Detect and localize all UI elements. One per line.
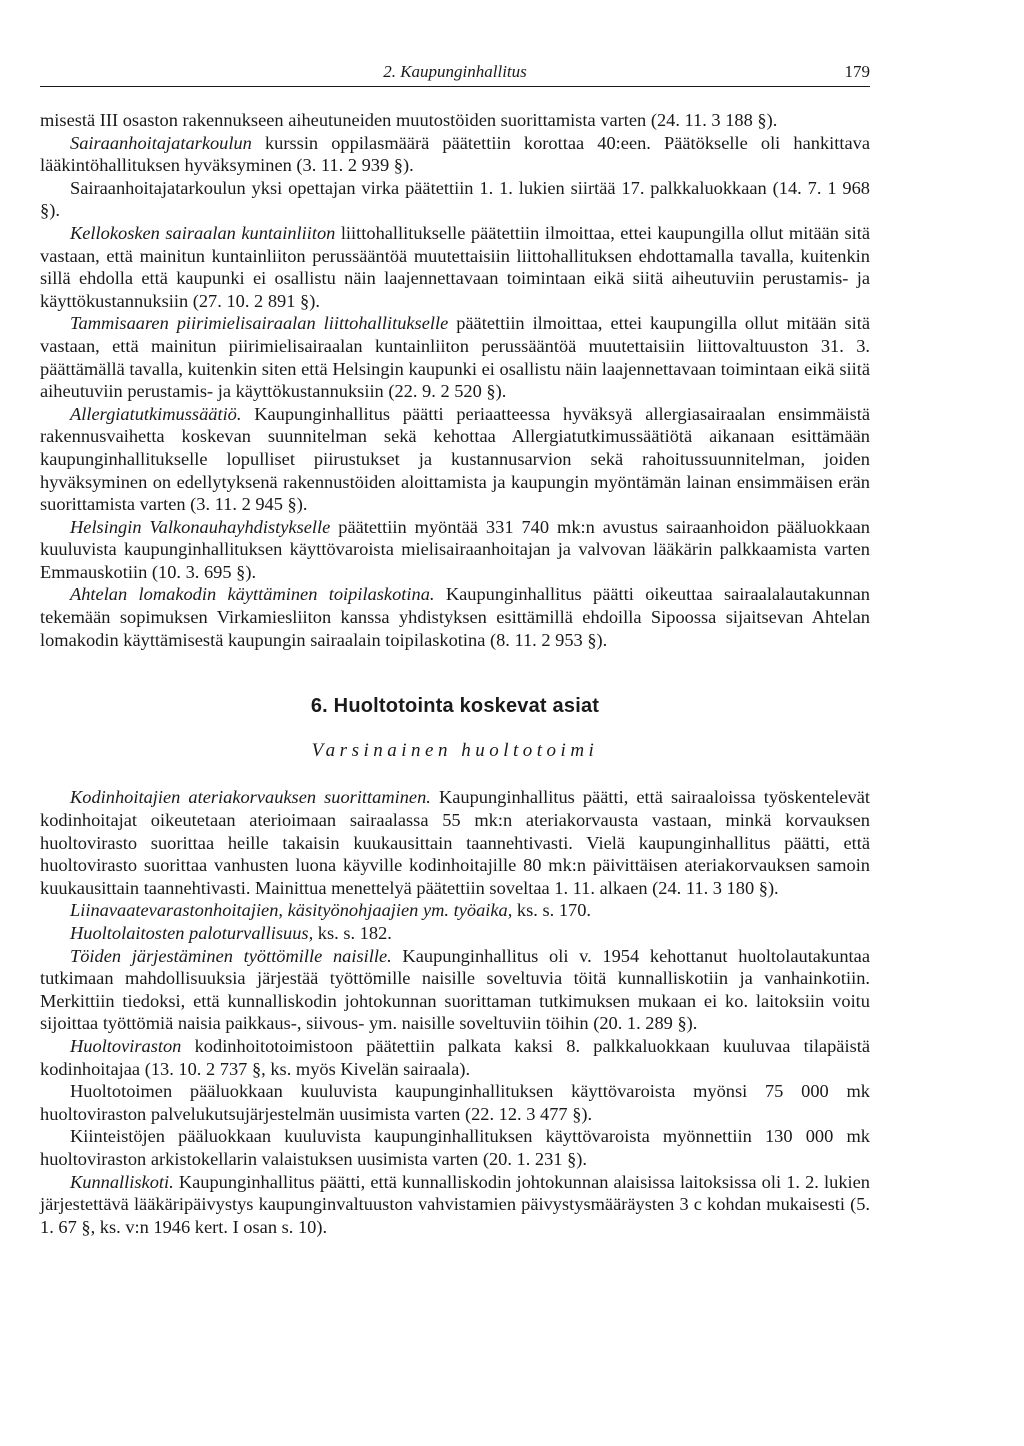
paragraph-text: kodinhoitotoimistoon päätettiin palkata kaksi 8. palkkaluokkaan kuuluvaa tilapäistä kodinhoitajaa (13. 10. 2 737 §, ks. myös Kivelän sairaala). [40,1035,870,1079]
paragraph-lead: Kellokosken sairaalan kuntainliiton [70,222,336,243]
paragraph [40,1171,870,1239]
paragraph-lead: Ahtelan lomakodin käyttäminen toipilaskotina. [70,584,435,605]
paragraph-lead: Tammisaaren piirimielisairaalan liittohallitukselle [70,313,449,334]
paragraph [40,583,870,651]
running-title: 2. Kaupunginhallitus [383,62,527,81]
paragraph-text: kurssin oppilasmäärä päätettiin korottaa 40:een. Päätökselle oli hankittava lääkintöhallituksen hyväksyminen (3. 11. 2 939 §). [40,132,870,176]
document-body [40,109,870,1238]
paragraph-text: Sairaanhoitajatarkoulun yksi opettajan virka päätettiin 1. 1. lukien siirtää 17. palkkaluokkaan (14. 7. 1 968 §). [40,177,870,221]
running-header [40,56,870,87]
paragraph [40,1080,870,1125]
paragraph-lead: Kunnalliskoti. [70,1171,174,1192]
paragraph-text: päätettiin ilmoittaa, ettei kaupungilla ollut mitään sitä vastaan, että mainitun piirimielisairaalan kuntainliiton perussääntöä muutettaisiin liittovaltuuston 31. 3. päättämällä tavalla, kuitenkin siten että Helsingin kaupunki ei osallistu näin laajennettavaan toimintaan eikä siitä aiheutuviin perustamis- ja käyttökustannuksiin (22. 9. 2 520 §). [40,313,870,402]
paragraph-text: liittohallitukselle päätettiin ilmoittaa, ettei kaupungilla ollut mitään sitä vastaan, että mainitun kuntainliiton perussääntöä muutettaisiin liittohallituksen ehdottamalla tavalla, kuitenkin sillä ehdolla että kaupunki ei osallistu näin laajennettavaan toimintaan eikä siitä aiheutuviin perustamis- ja käyttökustannuksiin (27. 10. 2 891 §). [40,222,870,311]
paragraph-lead: Allergiatutkimussäätiö. [70,403,242,424]
paragraph-lead: Huoltoviraston [70,1035,182,1056]
paragraph [40,222,870,312]
paragraph [40,899,870,922]
paragraph [40,132,870,177]
paragraph-text: misestä III osaston rakennukseen aiheutuneiden muutostöiden suorittamista varten (24. 11. 3 188 §). [40,110,778,130]
paragraph-text: päätettiin myöntää 331 740 mk:n avustus sairaanhoidon pääluokkaan kuuluvista kaupunginhallituksen käyttövaroista mielisairaanhoitajan ja valvovan lääkärin palkkaamista varten Emmauskotiin (10. 3. 695 §). [40,516,870,582]
paragraph-lead: Töiden järjestäminen työttömille naisille. [70,945,392,966]
paragraph-lead: Kodinhoitajien ateriakorvauksen suorittaminen. [70,787,431,808]
paragraph [40,109,870,132]
paragraph-text: ks. s. 182. [313,923,392,943]
paragraph [40,922,870,945]
paragraph [40,1125,870,1170]
paragraph-text: Kaupunginhallitus päätti oikeuttaa sairaalalautakunnan tekemään sopimuksen Virkamiesliiton kanssa yhdistyksen esittämillä ehdoilla Sipoossa sijaitsevan Ahtelan lomakodin käyttämisestä kaupungin sairaalain toipilaskotina (8. 11. 2 953 §). [40,584,870,650]
paragraph-lead: Helsingin Valkonauhayhdistykselle [70,516,331,537]
paragraph [40,516,870,584]
bottom-paragraphs [40,786,870,1238]
subsection-title: Varsinainen huoltotoimi [311,739,599,761]
paragraph-text: Kaupunginhallitus päätti periaatteessa hyväksyä allergiasairaalan ensimmäistä rakennusvaihetta koskevan suunnitelman sekä kehottaa Allergiatutkimussäätiötä aikanaan esittämään kaupunginhallitukselle lopulliset piirustukset ja kustannusarvion sekä rahoitussuunnitelman, joiden hyväksyminen on edellytyksenä rakennustöiden aloittamista ja kaupungin myöntämän lainan ensimmäisen erän suorittamista varten (3. 11. 2 945 §). [40,403,870,515]
paragraph-text: Huoltotoimen pääluokkaan kuuluvista kaupunginhallituksen käyttövaroista myönsi 75 000 mk huoltoviraston palvelukutsujärjestelmän uusimista varten (22. 12. 3 477 §). [40,1081,870,1124]
paragraph [40,945,870,1035]
paragraph-text: Kiinteistöjen pääluokkaan kuuluvista kaupunginhallituksen käyttövaroista myönnettiin 130 000 mk huoltoviraston arkistokellarin valaistuksen uusimista varten (20. 1. 231 §). [40,1126,870,1169]
paragraph [40,786,870,899]
paragraph [40,403,870,516]
paragraph-text: Kaupunginhallitus oli v. 1954 kehottanut huoltolautakuntaa tutkimaan mahdollisuuksia järjestää työttömille naisille soveltuvia töitä kunnalliskotiin ja vanhainkotiin. Merkittiin tiedoksi, että kunnalliskodin johtokunnan suorittaman tutkimuksen mukaan ei ko. laitoksiin voitu sijoittaa työttömiä naisia paikkaus-, siivous- ym. naisille soveltuviin töihin (20. 1. 289 §). [40,945,870,1034]
top-paragraphs [40,109,870,651]
paragraph-lead: Sairaanhoitajatarkoulun [70,132,252,153]
paragraph-text: Kaupunginhallitus päätti, että sairaaloissa työskentelevät kodinhoitajat oikeutetaan aterioimaan sairaalassa 55 mk:n ateriakorvausta vastaan, minkä korvauksen huoltovirasto suorittaa heille takaisin kuukausittain taannehtivasti. Vielä kaupunginhallitus päätti, että huoltovirasto suorittaa vanhusten luona käyville kodinhoitajille 80 mk:n päivittäisen ateriakorvauksen samoin kuukausittain taannehtivasti. Mainittua menettelyä päätettiin soveltaa 1. 11. alkaen (24. 11. 3 180 §). [40,787,870,898]
paragraph [40,312,870,402]
paragraph-lead: Huoltolaitosten paloturvallisuus, [70,923,314,943]
paragraph-text: Kaupunginhallitus päätti, että kunnalliskodin johtokunnan alaisissa laitoksissa oli 1. 2. lukien järjestettävä lääkäripäivystys kaupunginvaltuuston vahvistamien päivystysmääräysten 3 c kohdan mukaisesti (5. 1. 67 §, ks. v:n 1946 kert. I osan s. 10). [40,1171,870,1237]
document-page [40,56,870,1238]
paragraph [40,177,870,222]
paragraph [40,1035,870,1080]
paragraph-text: ks. s. 170. [512,900,592,921]
section-title: 6. Huoltotointa koskevat asiat [310,695,600,718]
page-number: 179 [844,62,870,81]
paragraph-lead: Liinavaatevarastonhoitajien, käsityönohjaajien ym. työaika, [70,900,513,921]
